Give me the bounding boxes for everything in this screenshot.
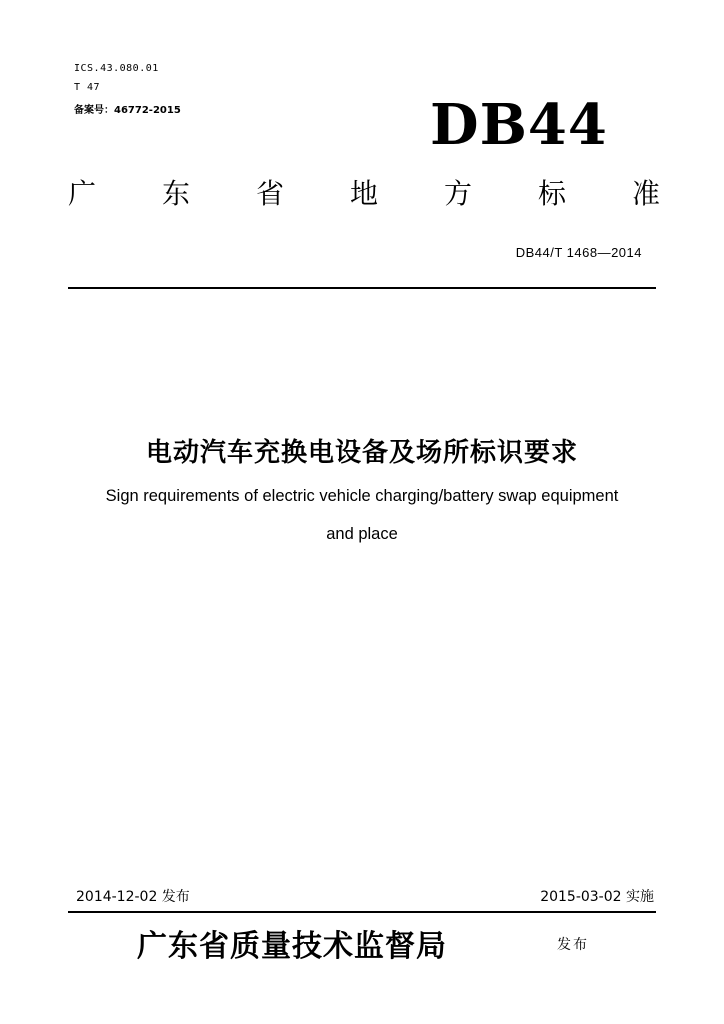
issuer-name: 广东省质量技术监督局: [137, 929, 447, 964]
issue-date: 2014-12-02 发布: [76, 889, 190, 905]
standard-type-char: 标: [537, 177, 566, 210]
implementation-date: 2015-03-02 实施: [540, 889, 654, 905]
ccs-code: T 47: [74, 82, 101, 93]
title-chinese: 电动汽车充换电设备及场所标识要求: [145, 438, 578, 468]
standard-number: DB44/T 1468—2014: [515, 245, 642, 260]
title-english-line1: Sign requirements of electric vehicle charging/battery swap equipment: [105, 487, 619, 505]
standard-type-char: 东: [161, 177, 190, 210]
standard-type-char: 地: [349, 177, 378, 210]
filing-number: 备案号：46772-2015: [74, 105, 181, 116]
standard-type-char: 准: [631, 177, 660, 210]
bottom-divider: [68, 911, 656, 913]
standard-type-heading: [64, 176, 664, 212]
top-divider: [68, 287, 656, 289]
standard-type-char: 方: [443, 177, 472, 210]
db44-logo: DB44: [430, 92, 608, 158]
issuer-suffix: 发布: [557, 937, 589, 953]
ics-code: ICS.43.080.01: [74, 63, 159, 74]
standard-type-char: 广: [67, 177, 96, 210]
title-english-line2: and place: [326, 525, 398, 543]
standard-type-char: 省: [255, 177, 284, 210]
